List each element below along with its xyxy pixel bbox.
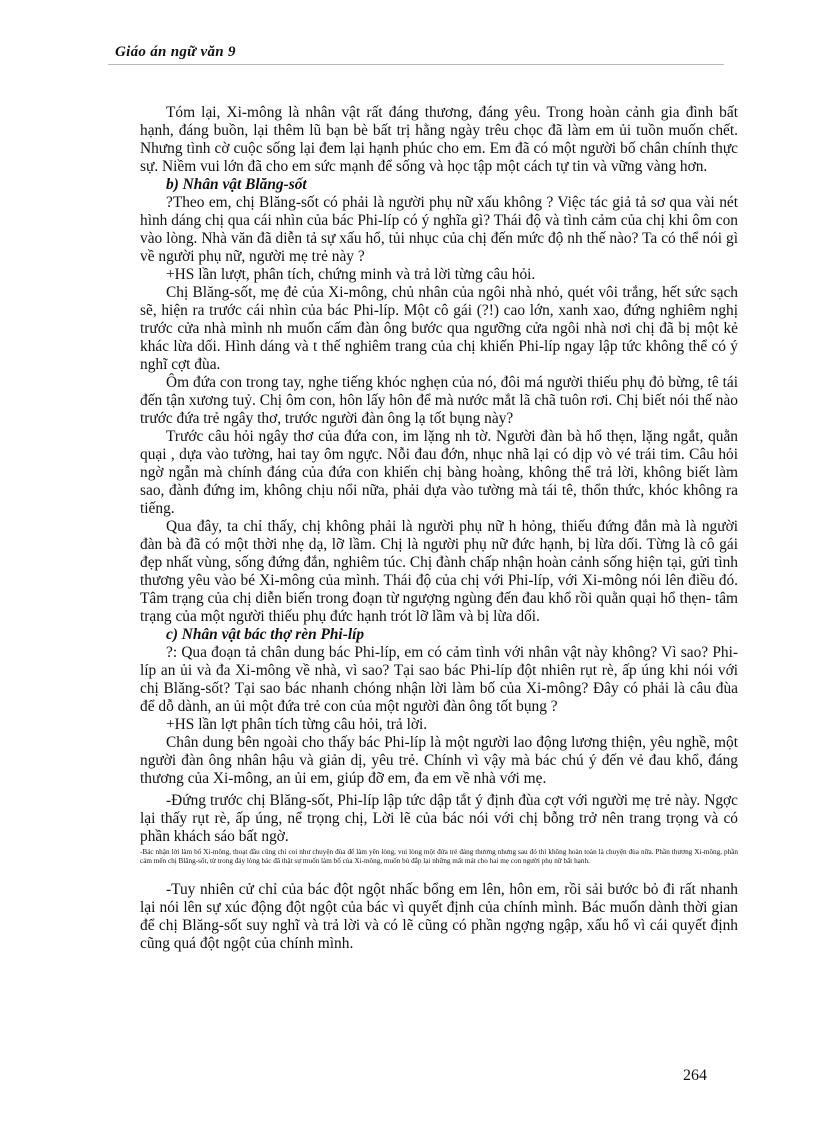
header-divider [108, 64, 724, 65]
paragraph-blang-sot-conclusion: Qua đây, ta chỉ thấy, chị không phải là người phụ nữ h hỏng, thiếu đứng đắn mà là người đàn bà đã có một thời nhẹ dạ, lỡ lầm. Chị là người phụ nữ đức hạnh, bị lừa dối. Từng là cô gái đẹp nhất vùng, sống đứng đắn, nghiêm túc. Chị đành chấp nhận hoàn cảnh sống hiện tại, gửi tình thương yêu vào bé Xi-mông của mình. Thái độ của chị với Phi-líp, với Xi-mông nói lên điều đó. Tâm trạng của chị diễn biến trong đoạn từ ngượng ngùng đến đau khổ rồi quằn quại hổ thẹn- tâm trạng của một người thiếu phụ đức hạnh trót lỡ lầm và bị lừa dối. [140, 518, 738, 625]
paragraph-phi-lip-emotion: -Tuy nhiên cử chỉ của bác đột ngột nhấc bổng em lên, hôn em, rồi sải bước bỏ đi rất nhanh lại nói lên sự xúc động đột ngột của bác vì quyết định của chính mình. Bác muốn dành thời gian để chị Blăng-sốt suy nghĩ và trả lời và có lẽ cũng có phần ngợng ngập, xấu hổ vì cái quyết định cũng quá đột ngột của chính mình. [140, 880, 738, 952]
paragraph-blang-sot-shame: Trước câu hỏi ngây thơ của đứa con, im lặng nh tờ. Người đàn bà hổ thẹn, lặng ngắt, quằn quại , dựa vào tường, hai tay ôm ngực. Nỗi đau đớn, nhục nhã lại có dịp vò vé trái tim. Câu hỏi ngờ ngẫn mà chính đáng của đứa con khiến chị bàng hoàng, không thể trả lời, không biết làm sao, đành đứng im, không chịu nổi nữa, phải dựa vào tường mà tái tê, thổn thức, khóc không ra tiếng. [140, 428, 738, 517]
paragraph-phi-lip-before-blang-sot: -Đứng trước chị Blăng-sốt, Phi-líp lập tức dập tắt ý định đùa cợt với người mẹ trẻ này. Ngợc lại thấy rụt rè, ấp úng, nể trọng chị, Lời lẽ của bác nói với chị bỗng trở nên trang trọng và có phần khách sáo bất ngờ. [140, 792, 738, 845]
paragraph-summary-ximong: Tóm lại, Xi-mông là nhân vật rất đáng thương, đáng yêu. Trong hoàn cảnh gia đình bất hạnh, đáng buồn, lại thêm lũ bạn bè bất trị hằng ngày trêu chọc đã làm em ủi tuồn muốn chết. Nhưng tình cờ cuộc sống lại đem lại hạnh phúc cho em. Em đã có một người bố chân chính thực sự. Niềm vui lớn đã cho em sức mạnh để sống và học tập một cách tự tin và vững vàng hơn. [140, 104, 738, 175]
paragraph-hs-instruction-2: +HS lần lợt phân tích từng câu hỏi, trả lời. [166, 716, 428, 733]
page-number: 264 [683, 1067, 707, 1084]
paragraph-hs-instruction: +HS lần lượt, phân tích, chứng minh và trả lời từng câu hỏi. [166, 266, 536, 283]
paragraph-blang-sot-embrace: Ôm đứa con trong tay, nghe tiếng khóc nghẹn của nó, đôi má người thiếu phụ đỏ bừng, tê tái đến tận xương tuỷ. Chị ôm con, hôn lấy hôn để mà nước mắt lã chã tuôn rơi. Chị biết nói thế nào trước đứa trẻ ngây thơ, trước người đàn ông lạ tốt bụng này? [140, 374, 738, 427]
paragraph-phi-lip-portrait: Chân dung bên ngoài cho thấy bác Phi-líp là một người lao động lương thiện, yêu nghề, một người đàn ông nhân hậu và giản dị, yêu trẻ. Chính vì vậy mà bác chú ý đến vẻ đau khổ, đáng thương của Xi-mông, an ủi em, giúp đỡ em, đa em về nhà với mẹ. [140, 734, 738, 787]
subheading-phi-lip: c) Nhân vật bác thợ rèn Phi-líp [166, 626, 365, 643]
subheading-blang-sot: b) Nhân vật Blăng-sốt [166, 176, 307, 193]
paragraph-blang-sot-portrait: Chị Blăng-sốt, mẹ đẻ của Xi-mông, chủ nhân của ngôi nhà nhỏ, quét vôi trắng, hết sức sạch sẽ, hiện ra trước cái nhìn của bác Phi-líp. Một cô gái (?!) cao lớn, xanh xao, đứng nghiêm nghị trước cửa nhà mình nh muốn cấm đàn ông bước qua ngưỡng cửa ngôi nhà nơi chị đã bị một kẻ khác lừa dối. Hình dáng và t thế nghiêm trang của chị khiến Phi-líp ngay lập tức không thể có ý nghĩ cợt đùa. [140, 284, 738, 373]
paragraph-question-phi-lip: ?: Qua đoạn tả chân dung bác Phi-líp, em có cảm tình với nhân vật này không? Vì sao? Phi-líp an ủi và đa Xi-mông về nhà, vì sao? Tại sao bác Phi-líp đột nhiên rụt rè, ấp úng khi nói với chị Blăng-sốt? Tại sao bác nhanh chóng nhận lời làm bố của Xi-mông? Đây có phải là câu đùa để dỗ dành, an ủi một đứa trẻ con của một người đàn ông tốt bụng ? [140, 644, 738, 715]
document-body [140, 104, 738, 953]
footnote-phi-lip-acceptance: -Bác nhận lời làm bố Xi-mông, thoạt đầu cũng chỉ coi như chuyện đùa để làm yên lòng, vui lòng một đứa trẻ đáng thương nhưng sau đó thì không hoàn toàn là chuyện đùa nữa. Phần thương Xi-mông, phần cảm mến chị Blăng-sốt, từ trong đáy lòng bác đã thật sự muốn làm bố của Xi-mông, muốn bù đắp lại những mất mát cho hai mẹ con người phụ nữ bất hạnh. [140, 848, 738, 866]
running-header: Giáo án ngữ văn 9 [115, 44, 236, 60]
paragraph-question-blang-sot: ?Theo em, chị Blăng-sốt có phải là người phụ nữ xấu không ? Việc tác giả tả sơ qua vài nét hình dáng chị qua cái nhìn của bác Phi-líp có ý nghĩa gì? Thái độ và tình cảm của chị khi ôm con vào lòng. Nhà văn đã diễn tả sự xấu hổ, tủi nhục của chị đến mức độ nh thế nào? Ta có thể nói gì về người phụ nữ, người mẹ trẻ này ? [140, 194, 738, 265]
